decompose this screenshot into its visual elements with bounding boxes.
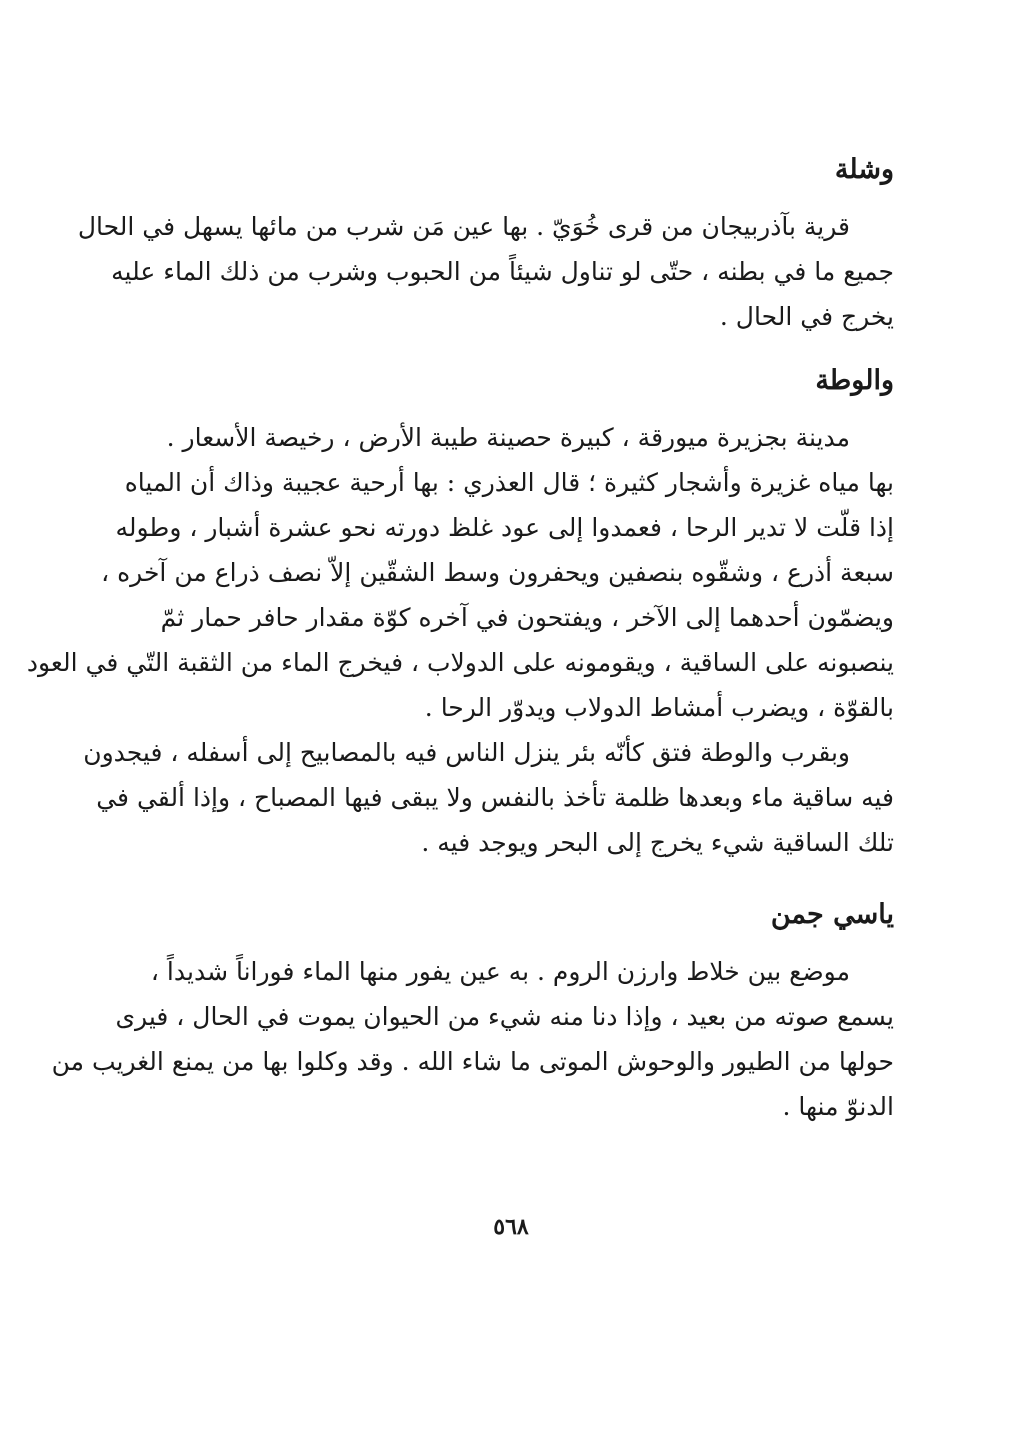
text-line: جميع ما في بطنه ، حتّى لو تناول شيئاً من الحبوب وشرب من ذلك الماء عليه (111, 257, 894, 286)
text-line: يخرج في الحال . (719, 302, 894, 331)
paragraph (77, 204, 894, 339)
entry-washla (77, 150, 894, 339)
text-line: إذا قلّت لا تدير الرحا ، فعمدوا إلى عود غلظ دورته نحو عشرة أشبار ، وطوله (115, 513, 894, 542)
text-line: يسمع صوته من بعيد ، وإذا دنا منه شيء من الحيوان يموت في الحال ، فيرى (115, 1002, 894, 1031)
text-line: الدنوّ منها . (782, 1092, 894, 1121)
text-line: ويضمّون أحدهما إلى الآخر ، ويفتحون في آخره كوّة مقدار حافر حمار ثمّ (160, 603, 894, 632)
text-line: سبعة أذرع ، وشقّوه بنصفين ويحفرون وسط الشقّين إلاّ نصف ذراع من آخره ، (101, 558, 894, 587)
paragraph (83, 730, 894, 865)
text-line: مدينة بجزيرة ميورقة ، كبيرة حصينة طيبة الأرض ، رخيصة الأسعار . (166, 423, 850, 452)
text-line: قرية بآذربيجان من قرى خُوَيّ . بها عين مَن شرب من مائها يسهل في الحال (77, 212, 850, 241)
text-block (26, 150, 894, 1129)
entry-title: وشلة (834, 154, 894, 185)
paragraph (51, 949, 894, 1129)
text-line: بالقوّة ، ويضرب أمشاط الدولاب ويدوّر الرحا . (424, 693, 894, 722)
text-line: تلك الساقية شيء يخرج إلى البحر ويوجد فيه . (421, 828, 894, 857)
text-line: بها مياه غزيرة وأشجار كثيرة ؛ قال العذري : بها أرحية عجيبة وذاك أن المياه (124, 468, 894, 497)
entry-walwata (26, 361, 894, 865)
page-number: ٥٦٨ (493, 1214, 529, 1240)
text-line: موضع بين خلاط وارزن الروم . به عين يفور منها الماء فوراناً شديداً ، (150, 957, 850, 986)
paragraph (26, 415, 894, 730)
entry-title: والوطة (815, 365, 894, 396)
text-line: فيه ساقية ماء وبعدها ظلمة تأخذ بالنفس ولا يبقى فيها المصباح ، وإذا ألقي في (96, 783, 894, 812)
text-line: ينصبونه على الساقية ، ويقومونه على الدولاب ، فيخرج الماء من الثقبة التّي في العود (26, 648, 894, 677)
entry-yasi-jaman (51, 895, 894, 1129)
text-line: حولها من الطيور والوحوش الموتى ما شاء الله . وقد وكلوا بها من يمنع الغريب من (51, 1047, 894, 1076)
text-line: وبقرب والوطة فتق كأنّه بئر ينزل الناس فيه بالمصابيح إلى أسفله ، فيجدون (83, 738, 850, 767)
entry-title: ياسي جمن (770, 899, 894, 930)
